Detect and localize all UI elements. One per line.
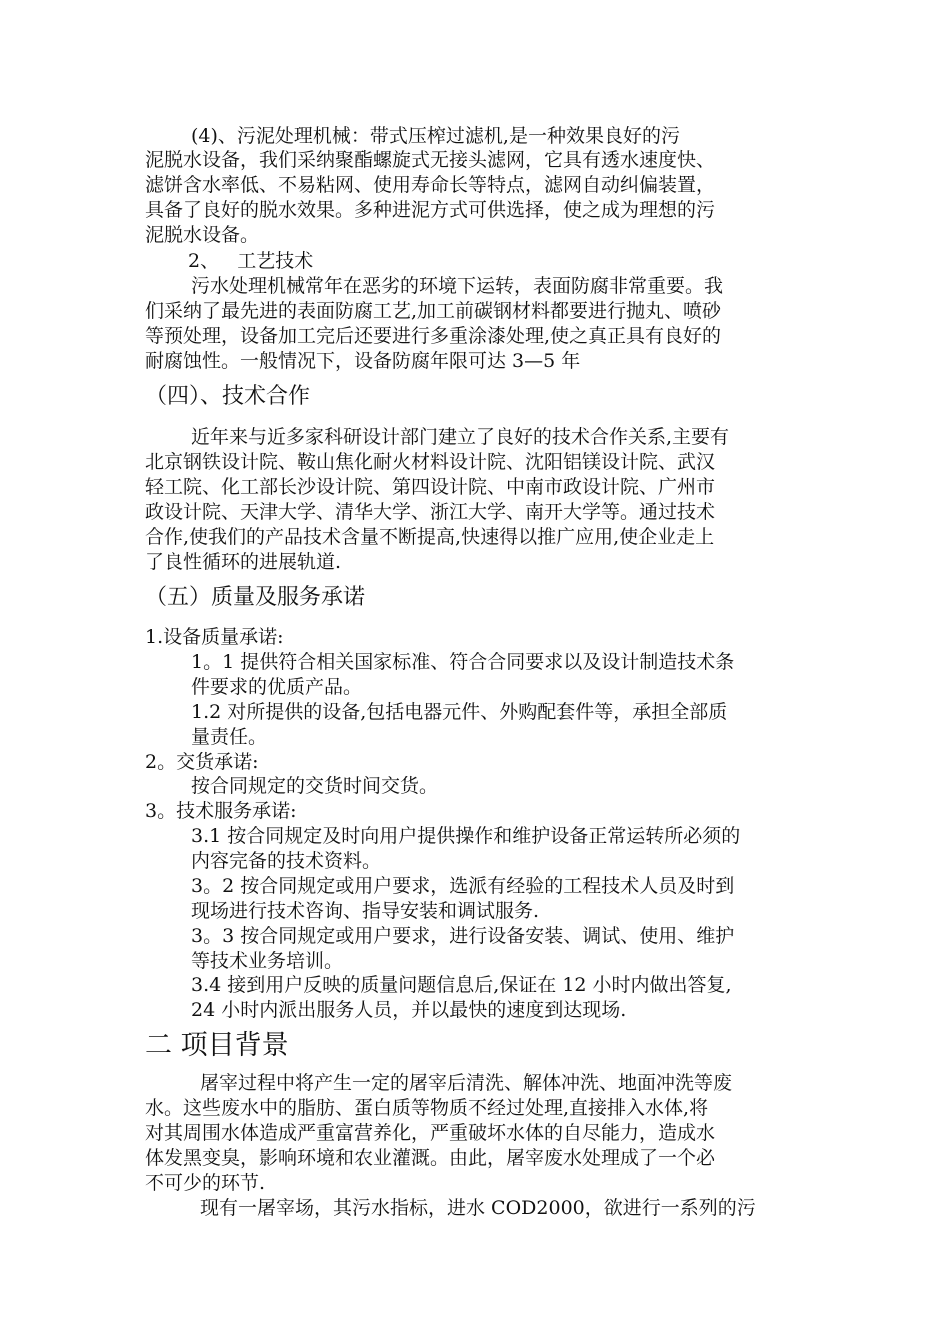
paragraph-line: 具备了良好的脱水效果。多种进泥方式可供选择，使之成为理想的污 <box>145 199 716 221</box>
paragraph-line: 北京钢铁设计院、鞍山焦化耐火材料设计院、沈阳铝镁设计院、武汉 <box>145 451 716 473</box>
list-item: 3.4 接到用户反映的质量问题信息后,保证在 12 小时内做出答复, <box>191 974 732 996</box>
paragraph-line: 体发黑变臭，影响环境和农业灌溉。由此，屠宰废水处理成了一个必 <box>145 1147 716 1169</box>
paragraph-line: 不可少的环节. <box>145 1172 266 1194</box>
list-item: 24 小时内派出服务人员，并以最快的速度到达现场. <box>191 999 627 1021</box>
paragraph-line: 等预处理，设备加工完后还要进行多重涂漆处理,使之真正具有良好的 <box>145 325 722 347</box>
paragraph-line: 近年来与近多家科研设计部门建立了良好的技术合作关系,主要有 <box>191 426 730 448</box>
list-item: 3。技术服务承诺: <box>145 800 297 822</box>
section-heading: （四）、技术合作 <box>145 384 311 409</box>
list-item: 3。3 按合同规定或用户要求，进行设备安装、调试、使用、维护 <box>191 925 735 947</box>
paragraph-line: 轻工院、化工部长沙设计院、第四设计院、中南市政设计院、广州市 <box>145 476 716 498</box>
paragraph-line: 泥脱水设备，我们采纳聚酯螺旋式无接头滤网，它具有透水速度快、 <box>145 149 716 171</box>
chapter-heading: 二 项目背景 <box>145 1030 289 1061</box>
paragraph-line: 政设计院、天津大学、清华大学、浙江大学、南开大学等。通过技术 <box>145 501 716 523</box>
paragraph-line: 滤饼含水率低、不易粘网、使用寿命长等特点，滤网自动纠偏装置， <box>145 174 716 196</box>
paragraph-line: 屠宰过程中将产生一定的屠宰后清洗、解体冲洗、地面冲洗等废 <box>200 1072 733 1094</box>
paragraph-line: 现有一屠宰场，其污水指标，进水 COD2000，欲进行一系列的污 <box>200 1197 756 1219</box>
list-item: 等技术业务培训。 <box>191 950 344 972</box>
list-item: 现场进行技术咨询、指导安装和调试服务. <box>191 900 540 922</box>
paragraph-line: 水。这些废水中的脂肪、蛋白质等物质不经过处理,直接排入水体,将 <box>145 1097 709 1119</box>
subsection-title: 2、 工艺技术 <box>188 250 314 272</box>
paragraph-line: 泥脱水设备。 <box>145 224 260 246</box>
paragraph-line: (4)、污泥处理机械：带式压榨过滤机,是一种效果良好的污 <box>191 125 680 147</box>
list-item: 3。2 按合同规定或用户要求，选派有经验的工程技术人员及时到 <box>191 875 735 897</box>
paragraph-line: 合作,使我们的产品技术含量不断提高,快速得以推广应用,使企业走上 <box>145 526 715 548</box>
list-item: 按合同规定的交货时间交货。 <box>191 775 439 797</box>
paragraph-line: 们采纳了最先进的表面防腐工艺,加工前碳钢材料都要进行抛丸、喷砂 <box>145 300 722 322</box>
list-item: 1.设备质量承诺: <box>145 626 284 648</box>
list-item: 2。交货承诺: <box>145 751 259 773</box>
list-item: 1.2 对所提供的设备,包括电器元件、外购配套件等，承担全部质 <box>191 701 728 723</box>
section-heading: （五）质量及服务承诺 <box>145 585 366 610</box>
list-item: 件要求的优质产品。 <box>191 676 363 698</box>
list-item: 量责任。 <box>191 726 268 748</box>
list-item: 1。1 提供符合相关国家标准、符合合同要求以及设计制造技术条 <box>191 651 735 673</box>
paragraph-line: 对其周围水体造成严重富营养化，严重破坏水体的自尽能力，造成水 <box>145 1122 716 1144</box>
list-item: 内容完备的技术资料。 <box>191 850 382 872</box>
paragraph-line: 了良性循环的进展轨道. <box>145 551 342 573</box>
paragraph-line: 耐腐蚀性。一般情况下，设备防腐年限可达 3—5 年 <box>145 350 581 372</box>
list-item: 3.1 按合同规定及时向用户提供操作和维护设备正常运转所必须的 <box>191 825 741 847</box>
paragraph-line: 污水处理机械常年在恶劣的环境下运转，表面防腐非常重要。我 <box>191 275 724 297</box>
